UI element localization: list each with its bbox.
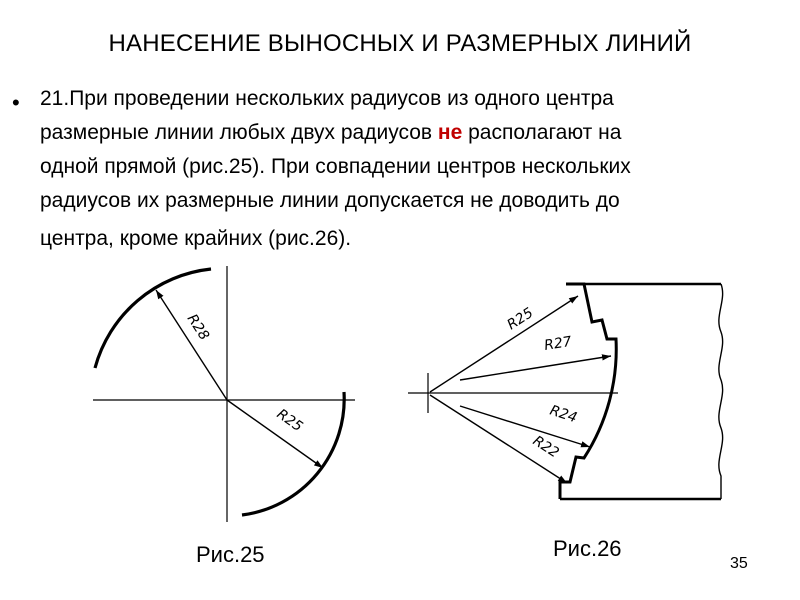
paragraph-line-1: 21.При проведении нескольких радиусов из одного центра (40, 87, 614, 110)
paragraph-line-3: одной прямой (рис.25). При совпадении центров нескольких (40, 155, 631, 178)
emphasis-word: не (437, 121, 463, 144)
paragraph-line-4: радиусов их размерные линии допускается не доводить до (40, 189, 620, 212)
fig25-label-r28: R28 (183, 311, 213, 344)
fig26-label-r22: R22 (529, 432, 562, 462)
fig26-dim-line-r27 (460, 356, 611, 380)
figure-25 (93, 266, 355, 522)
fig25-label-r25: R25 (273, 406, 306, 436)
fig26-label-r24: R24 (547, 402, 579, 427)
caption-fig-25: Рис.25 (196, 542, 265, 567)
fig25-dim-line-r25 (227, 400, 323, 468)
bullet-marker: • (12, 90, 20, 115)
fig25-arc-r25 (242, 392, 344, 515)
page-number: 35 (730, 555, 748, 572)
fig26-stepped-contour (560, 284, 616, 499)
fig25-dim-line-r28 (156, 290, 227, 400)
paragraph-line-2-end: располагают на (462, 121, 622, 144)
figure-26 (408, 284, 723, 499)
fig26-break-line (719, 284, 723, 499)
caption-fig-26: Рис.26 (553, 536, 622, 561)
slide-title: НАНЕСЕНИЕ ВЫНОСНЫХ И РАЗМЕРНЫХ ЛИНИЙ (108, 30, 692, 57)
fig26-label-r25: R25 (504, 304, 537, 334)
paragraph-line-2-start: размерные линии любых двух радиусов (40, 121, 438, 144)
fig26-label-r27: R27 (543, 333, 573, 354)
paragraph-line-5: центра, кроме крайних (рис.26). (40, 227, 352, 250)
